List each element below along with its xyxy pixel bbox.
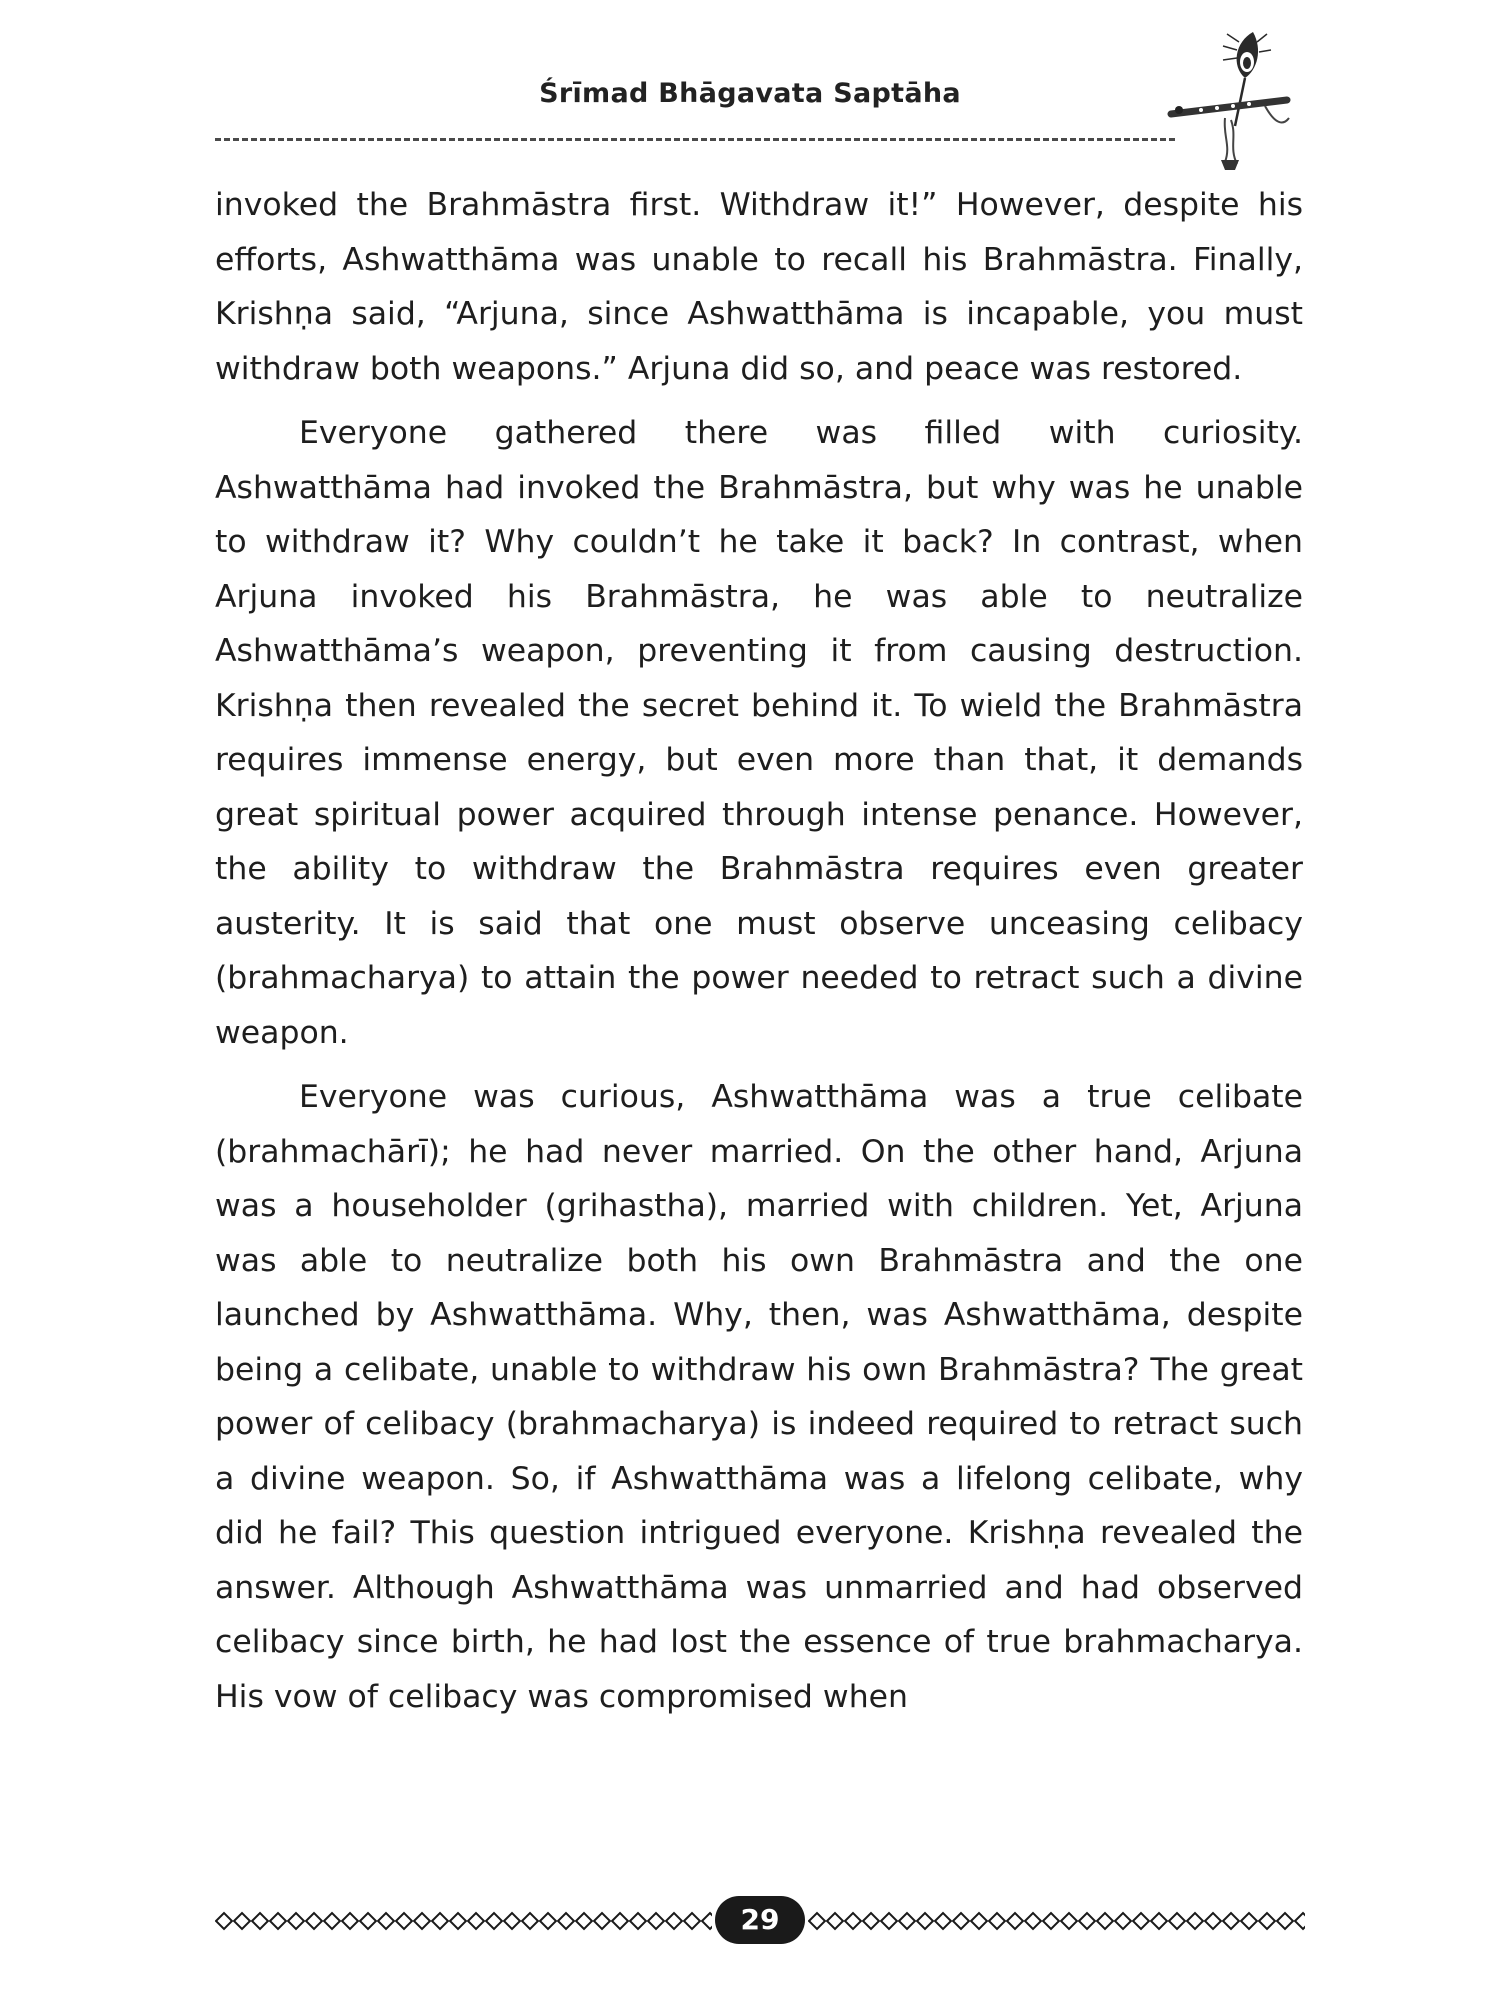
- header-dashed-rule: [215, 138, 1175, 141]
- running-title: Śrīmad Bhāgavata Saptāha: [539, 78, 961, 109]
- page-header: [215, 60, 1325, 170]
- page-number: 29: [715, 1896, 805, 1944]
- diamond-chain-ornament-right: [808, 1910, 1305, 1932]
- paragraph-1: invoked the Brahmāstra first. Withdraw it!” However, despite his efforts, Ashwatthāma was unable to recall his Brahmāstra. Finally, Krishṇa said, “Arjuna, since Ashwatthāma is incapable, you must withdraw both weapons.” Arjuna did so, and peace was restored.: [215, 187, 1303, 387]
- diamond-chain-ornament-left: [215, 1910, 712, 1932]
- page-footer: [215, 1890, 1305, 1950]
- body-text: [215, 178, 1303, 1734]
- paragraph-2: Everyone gathered there was filled with curiosity. Ashwatthāma had invoked the Brahmāstra, but why was he unable to withdraw it? Why couldn’t he take it back? In contrast, when Arjuna invoked his Brahmāstra, he was able to neutralize Ashwatthāma’s weapon, preventing it from causing destruction. Krishṇa then revealed the secret behind it. To wield the Brahmāstra requires immense energy, but even more than that, it demands great spiritual power acquired through intense penance. However, the ability to withdraw the Brahmāstra requires even greater austerity. It is said that one must observe unceasing celibacy (brahmacharya) to attain the power needed to retract such a divine weapon.: [215, 415, 1303, 1051]
- flute-with-peacock-feather-icon: [1165, 28, 1315, 173]
- paragraph-3: Everyone was curious, Ashwatthāma was a true celibate (brahmachārī); he had never married. On the other hand, Arjuna was a householder (grihastha), married with children. Yet, Arjuna was able to neutralize both his own Brahmāstra and the one launched by Ashwatthāma. Why, then, was Ashwatthāma, despite being a celibate, unable to withdraw his own Brahmāstra? The great power of celibacy (brahmacharya) is indeed required to retract such a divine weapon. So, if Ashwatthāma was a lifelong celibate, why did he fail? This question intrigued everyone. Krishṇa revealed the answer. Although Ashwatthāma was unmarried and had observed celibacy since birth, he had lost the essence of true brahmacharya. His vow of celibacy was compromised when: [215, 1079, 1303, 1715]
